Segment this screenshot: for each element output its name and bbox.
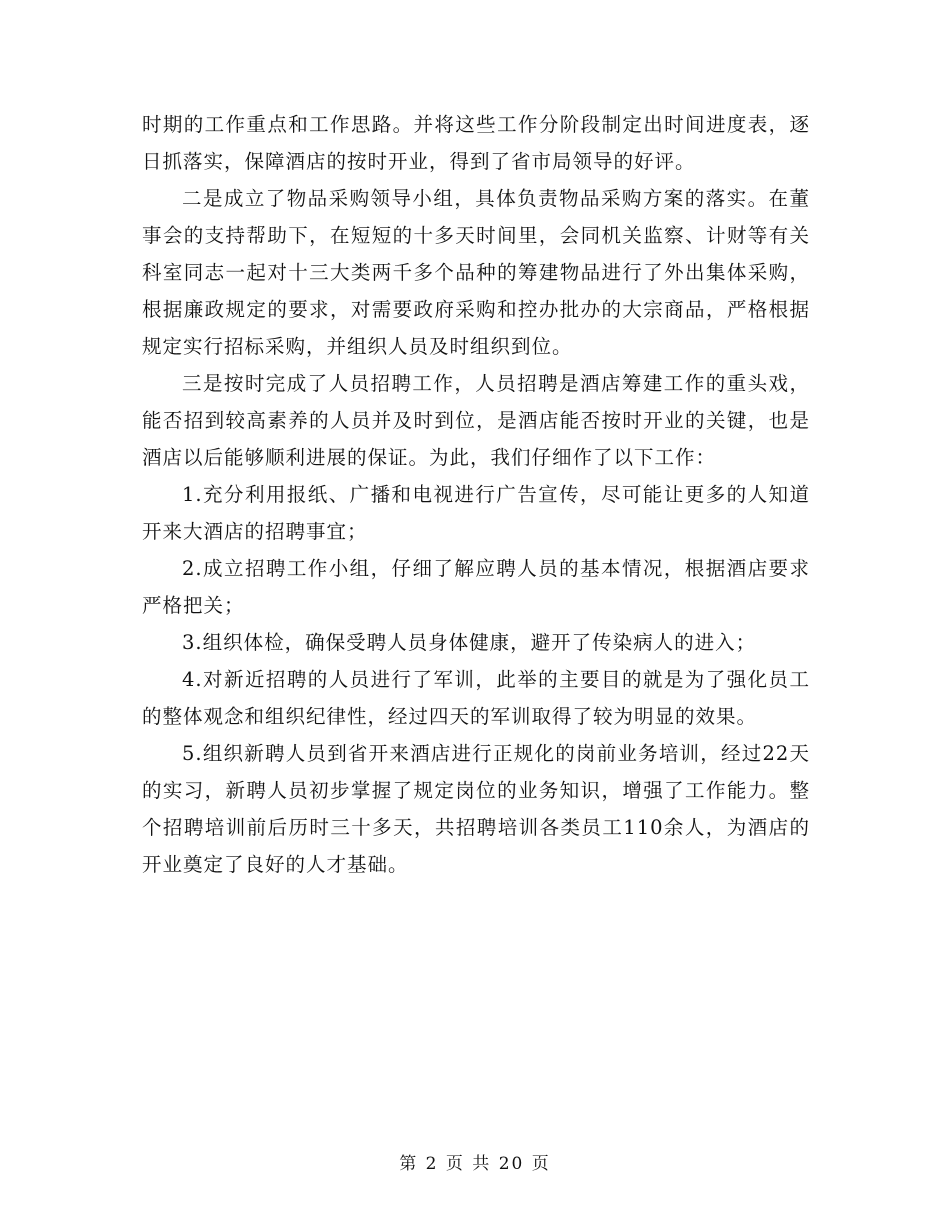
- page-number: 第 2 页 共 20 页: [399, 1154, 551, 1174]
- list-item-4: 4.对新近招聘的人员进行了军训，此举的主要目的就是为了强化员工的整体观念和组织纪律性，经过四天的军训取得了较为明显的效果。: [142, 668, 810, 728]
- page-footer: [0, 1153, 950, 1175]
- list-item-5: 5.组织新聘人员到省开来酒店进行正规化的岗前业务培训，经过22天的实习，新聘人员初步掌握了规定岗位的业务知识，增强了工作能力。整个招聘培训前后历时三十多天，共招聘培训各类员工110余人，为酒店的开业奠定了良好的人才基础。: [142, 742, 810, 876]
- paragraph-1: 时期的工作重点和工作思路。并将这些工作分阶段制定出时间进度表，逐日抓落实，保障酒店的按时开业，得到了省市局领导的好评。: [142, 113, 810, 173]
- list-item-3: 3.组织体检，确保受聘人员身体健康，避开了传染病人的进入；: [182, 631, 757, 654]
- paragraph-2: 二是成立了物品采购领导小组，具体负责物品采购方案的落实。在董事会的支持帮助下，在短短的十多天时间里，会同机关监察、计财等有关科室同志一起对十三大类两千多个品种的筹建物品进行了外出集体采购，根据廉政规定的要求，对需要政府采购和控办批办的大宗商品，严格根据规定实行招标采购，并组织人员及时组织到位。: [142, 187, 810, 358]
- paragraph-3: 三是按时完成了人员招聘工作，人员招聘是酒店筹建工作的重头戏，能否招到较高素养的人员并及时到位，是酒店能否按时开业的关键，也是酒店以后能够顺利进展的保证。为此，我们仔细作了以下工作：: [142, 372, 810, 469]
- document-body: [142, 106, 810, 883]
- list-item-1: 1.充分利用报纸、广播和电视进行广告宣传，尽可能让更多的人知道开来大酒店的招聘事宜；: [142, 483, 810, 543]
- list-item-2: 2.成立招聘工作小组，仔细了解应聘人员的基本情况，根据酒店要求严格把关；: [142, 557, 810, 617]
